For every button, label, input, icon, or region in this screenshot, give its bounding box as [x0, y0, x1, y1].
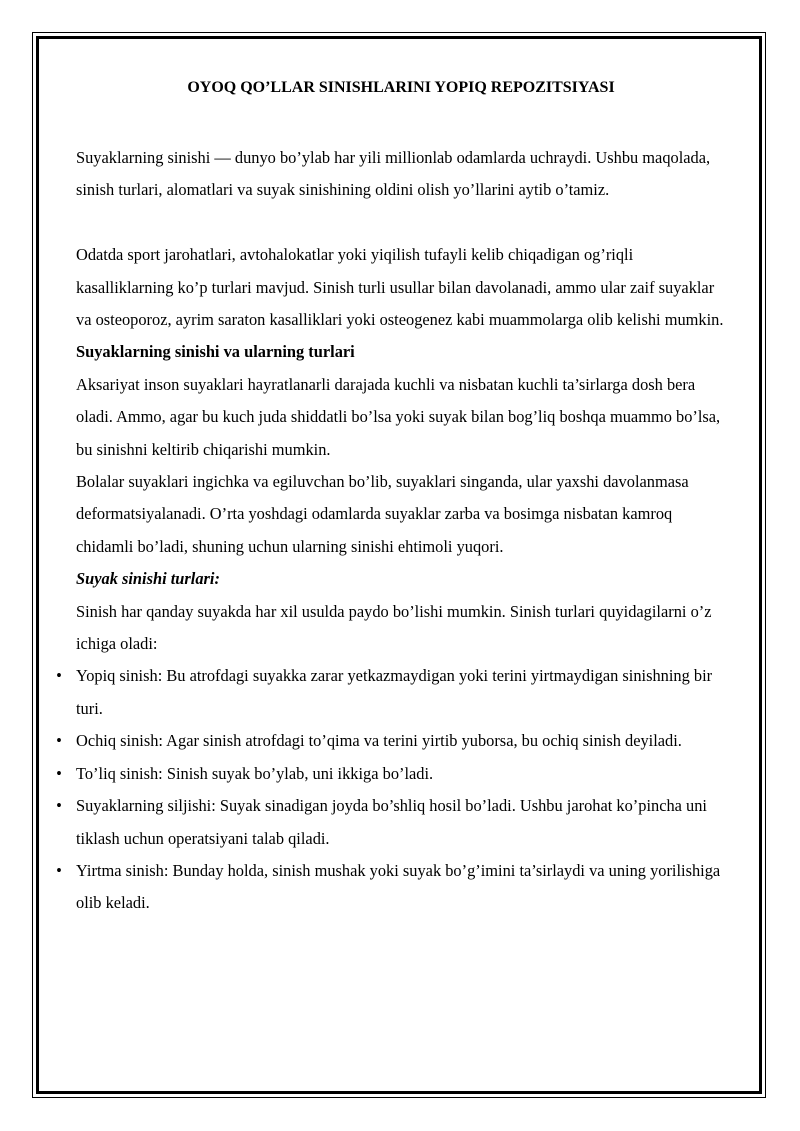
list-item	[56, 758, 726, 790]
list-item	[56, 790, 726, 855]
list-item-text: To’liq sinish: Sinish suyak bo’ylab, uni ikkiga bo’ladi.	[76, 763, 434, 783]
bullet-icon: •	[56, 763, 62, 783]
document-title: OYOQ QO’LLAR SINISHLARINI YOPIQ REPOZITSIYASI	[187, 79, 615, 96]
paragraph-spacer	[76, 207, 726, 239]
bullet-icon: •	[56, 731, 62, 751]
list-item-text: Ochiq sinish: Agar sinish atrofdagi to’qima va terini yirtib yuborsa, bu ochiq sinish deyiladi.	[76, 731, 682, 751]
list-item	[56, 660, 726, 725]
bullet-icon: •	[56, 796, 62, 816]
intro-paragraph: Suyaklarning sinishi — dunyo bo’ylab har yili millionlab odamlarda uchraydi. Ushbu maqolada, sinish turlari, alomatlari va suyak sinishining oldini olish yo’llarini aytib o’tamiz.	[76, 148, 711, 200]
list-item-text: Yopiq sinish: Bu atrofdagi suyakka zarar yetkazmaydigan yoki terini yirtmaydigan sinishning bir turi.	[76, 666, 713, 718]
fracture-types-list	[56, 660, 726, 919]
list-item-text: Suyaklarning siljishi: Suyak sinadigan joyda bo’shliq hosil bo’ladi. Ushbu jarohat ko’pincha uni tiklash uchun operatsiyani talab qiladi.	[76, 796, 707, 848]
bullet-icon: •	[56, 666, 62, 686]
bullet-icon: •	[56, 860, 62, 880]
types-subheading: Suyak sinishi turlari:	[76, 569, 220, 589]
section-paragraph-1: Aksariyat inson suyaklari hayratlanarli darajada kuchli va nisbatan kuchli ta’sirlarga dosh bera oladi. Ammo, agar bu kuch juda shiddatli bo’lsa yoki suyak bilan bog’liq boshqa muammo bo’lsa, bu sinishni keltirib chiqarishi mumkin.	[76, 374, 721, 459]
section-heading: Suyaklarning sinishi va ularning turlari	[76, 342, 355, 362]
second-paragraph: Odatda sport jarohatlari, avtohalokatlar yoki yiqilish tufayli kelib chiqadigan og’riqli kasalliklarning ko’p turlari mavjud. Sinish turli usullar bilan davolanadi, ammo ular zaif suyaklar va osteoporoz, ayrim saraton kasalliklari yoki osteogenez kabi muammolarga olib kelishi mumkin.	[76, 245, 724, 330]
document-body	[56, 76, 726, 920]
types-intro-paragraph: Sinish har qanday suyakda har xil usulda paydo bo’lishi mumkin. Sinish turlari quyidagilarni o’z ichiga oladi:	[76, 601, 712, 654]
list-item-text: Yirtma sinish: Bunday holda, sinish mushak yoki suyak bo’g’imini ta’sirlaydi va uning yorilishiga olib keladi.	[76, 860, 721, 913]
list-item	[56, 855, 726, 920]
list-item	[56, 725, 726, 757]
section-paragraph-2: Bolalar suyaklari ingichka va egiluvchan bo’lib, suyaklari singanda, ular yaxshi davolanmasa deformatsiyalanadi. O’rta yoshdagi odamlarda suyaklar zarba va bosimga nisbatan kamroq chidamli bo’ladi, shuning uchun ularning sinishi ehtimoli yuqori.	[76, 472, 689, 556]
